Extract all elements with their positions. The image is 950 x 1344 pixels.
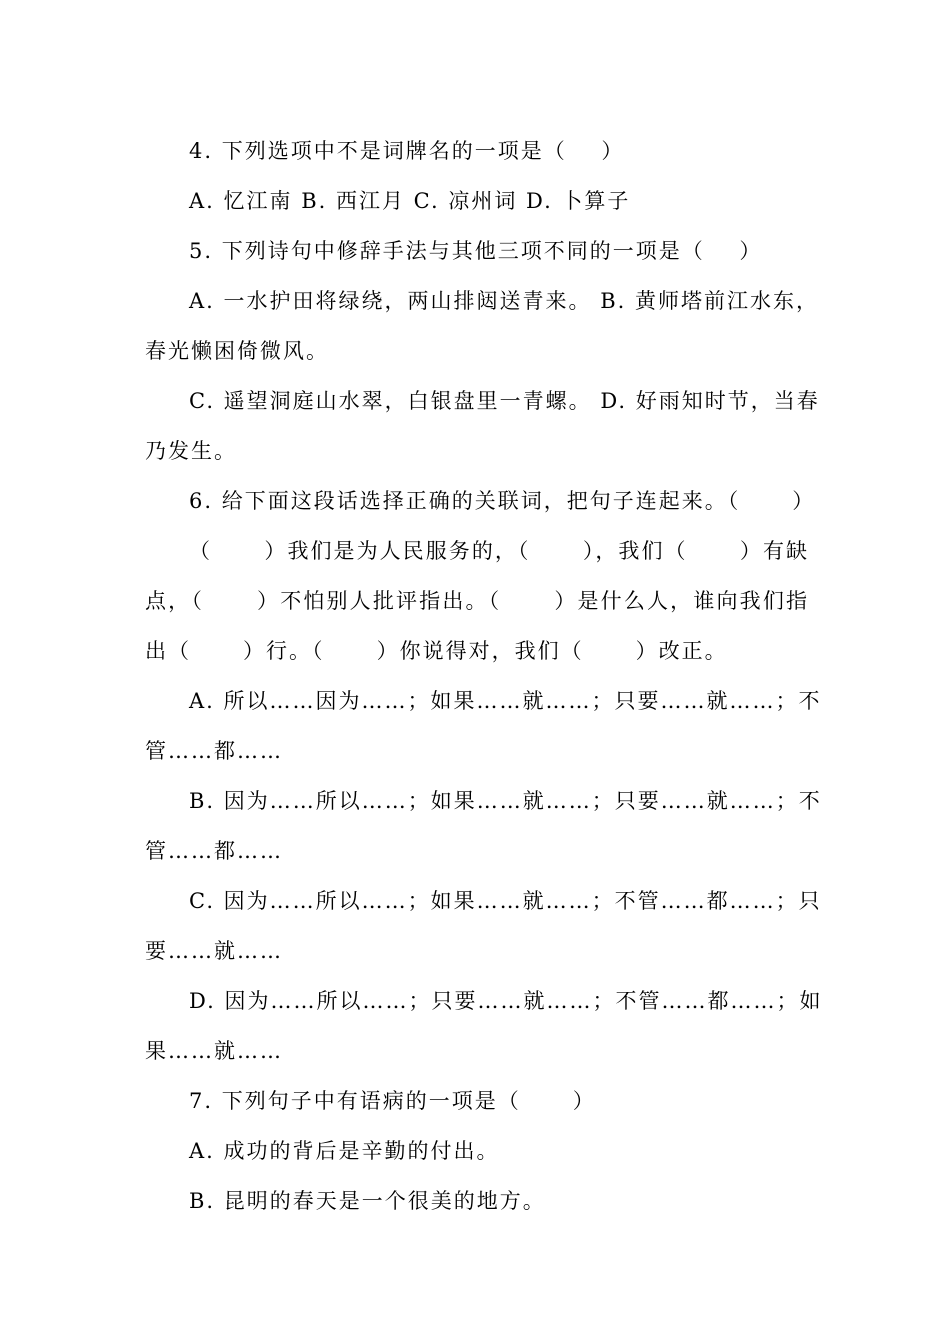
question-7-option-b: B. 昆明的春天是一个很美的地方。 bbox=[189, 1189, 546, 1213]
question-7-stem: 7. 下列句子中有语病的一项是（ ） bbox=[189, 1089, 596, 1113]
question-6-passage-line-2: 点，（ ）不怕别人批评指出。（ ）是什么人，谁向我们指 bbox=[145, 589, 809, 613]
question-6-option-d-line-2: 果……就…… bbox=[145, 1039, 283, 1063]
question-5-options-line-2: 春光懒困倚微风。 bbox=[145, 339, 329, 363]
question-7-option-a: A. 成功的背后是辛勤的付出。 bbox=[189, 1139, 500, 1163]
question-6-option-c-line-2: 要……就…… bbox=[145, 939, 283, 963]
question-5-options-line-1: A. 一水护田将绿绕，两山排闼送青来。 B. 黄师塔前江水东， bbox=[189, 289, 819, 313]
question-4-options: A. 忆江南 B. 西江月 C. 凉州词 D. 卜算子 bbox=[189, 189, 631, 213]
question-5-options-line-4: 乃发生。 bbox=[145, 439, 237, 463]
question-6-option-d-line-1: D. 因为……所以……；只要……就……；不管……都……；如 bbox=[189, 989, 823, 1013]
question-text-block bbox=[145, 126, 823, 1226]
question-4-stem: 4. 下列选项中不是词牌名的一项是（ ） bbox=[189, 139, 625, 163]
question-6-option-a-line-2: 管……都…… bbox=[145, 739, 283, 763]
question-6-option-b-line-1: B. 因为……所以……；如果……就……；只要……就……；不 bbox=[189, 789, 822, 813]
question-5-stem: 5. 下列诗句中修辞手法与其他三项不同的一项是（ ） bbox=[189, 239, 763, 263]
question-5-options-line-3: C. 遥望洞庭山水翠，白银盘里一青螺。 D. 好雨知时节，当春 bbox=[189, 389, 820, 413]
question-6-option-b-line-2: 管……都…… bbox=[145, 839, 283, 863]
question-6-option-a-line-1: A. 所以……因为……；如果……就……；只要……就……；不 bbox=[189, 689, 822, 713]
question-6-option-c-line-1: C. 因为……所以……；如果……就……；不管……都……；只 bbox=[189, 889, 822, 913]
question-6-passage-line-3: 出（ ）行。（ ）你说得对，我们（ ）改正。 bbox=[145, 639, 728, 663]
question-6-stem: 6. 给下面这段话选择正确的关联词，把句子连起来。（ ） bbox=[189, 489, 816, 513]
question-6-passage-line-1: （ ）我们是为人民服务的，（ ），我们（ ）有缺 bbox=[189, 539, 809, 563]
